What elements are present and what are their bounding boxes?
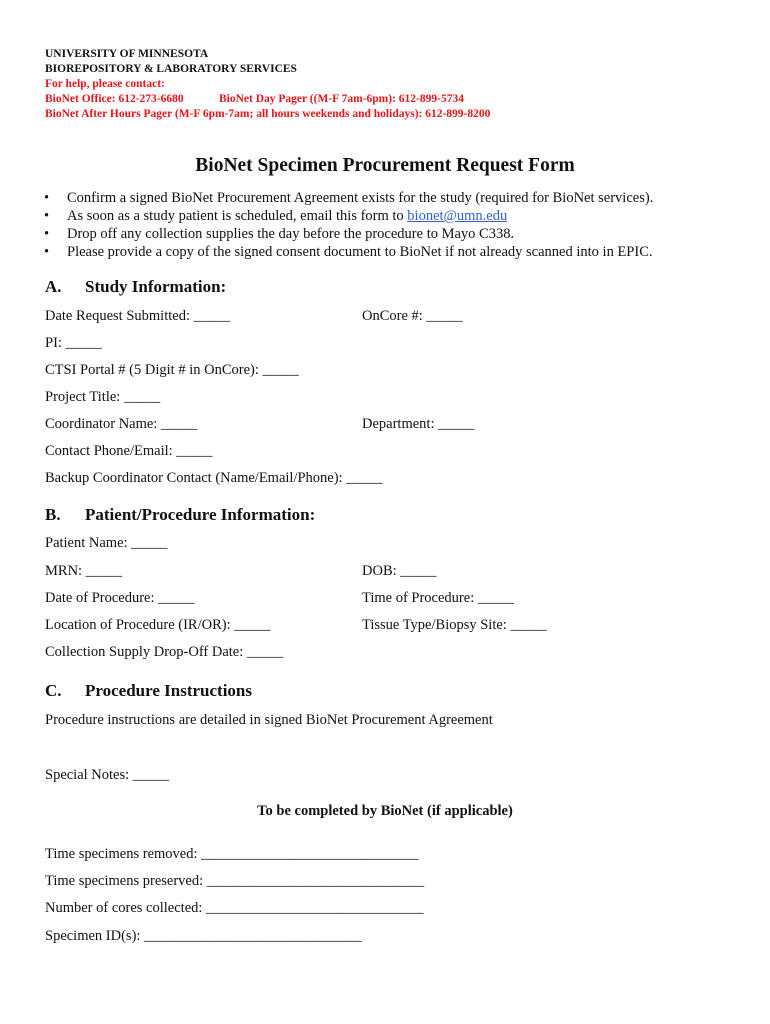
backup-coordinator-field[interactable]: Backup Coordinator Contact (Name/Email/Phone): _____ — [45, 470, 383, 486]
section-c-title: Procedure Instructions — [85, 681, 253, 700]
bullet-icon: • — [44, 190, 50, 206]
section-a-letter: A. — [45, 277, 62, 296]
help-label: For help, please contact: — [45, 78, 165, 90]
email-link[interactable]: bionet@umn.edu — [407, 208, 508, 224]
contact-field[interactable]: Contact Phone/Email: _____ — [45, 443, 213, 459]
tissue-type-field[interactable]: Tissue Type/Biopsy Site: _____ — [362, 617, 547, 633]
org-name: UNIVERSITY OF MINNESOTA — [45, 48, 209, 60]
bionet-section-heading: To be completed by BioNet (if applicable) — [257, 803, 513, 819]
day-pager-phone: BioNet Day Pager ((M-F 7am-6pm): 612-899-5734 — [219, 93, 464, 105]
dob-field[interactable]: DOB: _____ — [362, 563, 437, 579]
form-title: BioNet Specimen Procurement Request Form — [195, 155, 575, 176]
date-request-field[interactable]: Date Request Submitted: _____ — [45, 308, 230, 324]
specimen-ids-field[interactable]: Specimen ID(s): ______________________________ — [45, 928, 362, 944]
bullet-icon: • — [44, 226, 50, 242]
procedure-instructions-text: Procedure instructions are detailed in signed BioNet Procurement Agreement — [45, 712, 493, 728]
department-field[interactable]: Department: _____ — [362, 416, 475, 432]
time-removed-field[interactable]: Time specimens removed: ______________________________ — [45, 846, 419, 862]
bullet-icon: • — [44, 208, 50, 224]
cores-collected-field[interactable]: Number of cores collected: ______________________________ — [45, 900, 424, 916]
bullet-text: Please provide a copy of the signed consent document to BioNet if not already scanned into in EPIC. — [67, 244, 653, 260]
location-field[interactable]: Location of Procedure (IR/OR): _____ — [45, 617, 271, 633]
mrn-field[interactable]: MRN: _____ — [45, 563, 122, 579]
bullet-text-lead: As soon as a study patient is scheduled, email this form to — [67, 208, 408, 224]
office-phone: BioNet Office: 612-273-6680 — [45, 93, 184, 105]
time-preserved-field[interactable]: Time specimens preserved: ______________________________ — [45, 873, 425, 889]
ctsi-portal-field[interactable]: CTSI Portal # (5 Digit # in OnCore): _____ — [45, 362, 299, 378]
bullet-icon: • — [44, 244, 50, 260]
after-hours-pager-phone: BioNet After Hours Pager (M-F 6pm-7am; all hours weekends and holidays): 612-899-8200 — [45, 108, 491, 120]
bullet-text: Confirm a signed BioNet Procurement Agreement exists for the study (required for BioNet services). — [67, 190, 654, 206]
section-b-letter: B. — [45, 505, 61, 524]
bullet-text — [67, 208, 507, 225]
time-of-procedure-field[interactable]: Time of Procedure: _____ — [362, 590, 515, 606]
section-c-letter: C. — [45, 681, 62, 700]
project-title-field[interactable]: Project Title: _____ — [45, 389, 161, 405]
oncore-field[interactable]: OnCore #: _____ — [362, 308, 463, 324]
coordinator-name-field[interactable]: Coordinator Name: _____ — [45, 416, 198, 432]
date-of-procedure-field[interactable]: Date of Procedure: _____ — [45, 590, 195, 606]
section-a-title: Study Information: — [85, 277, 227, 296]
org-department: BIOREPOSITORY & LABORATORY SERVICES — [45, 63, 297, 75]
special-notes-field[interactable]: Special Notes: _____ — [45, 767, 170, 783]
bullet-text: Drop off any collection supplies the day before the procedure to Mayo C338. — [67, 226, 515, 242]
dropoff-date-field[interactable]: Collection Supply Drop-Off Date: _____ — [45, 644, 284, 660]
section-b-title: Patient/Procedure Information: — [85, 505, 316, 524]
pi-field[interactable]: PI: _____ — [45, 335, 102, 351]
patient-name-field[interactable]: Patient Name: _____ — [45, 535, 168, 551]
